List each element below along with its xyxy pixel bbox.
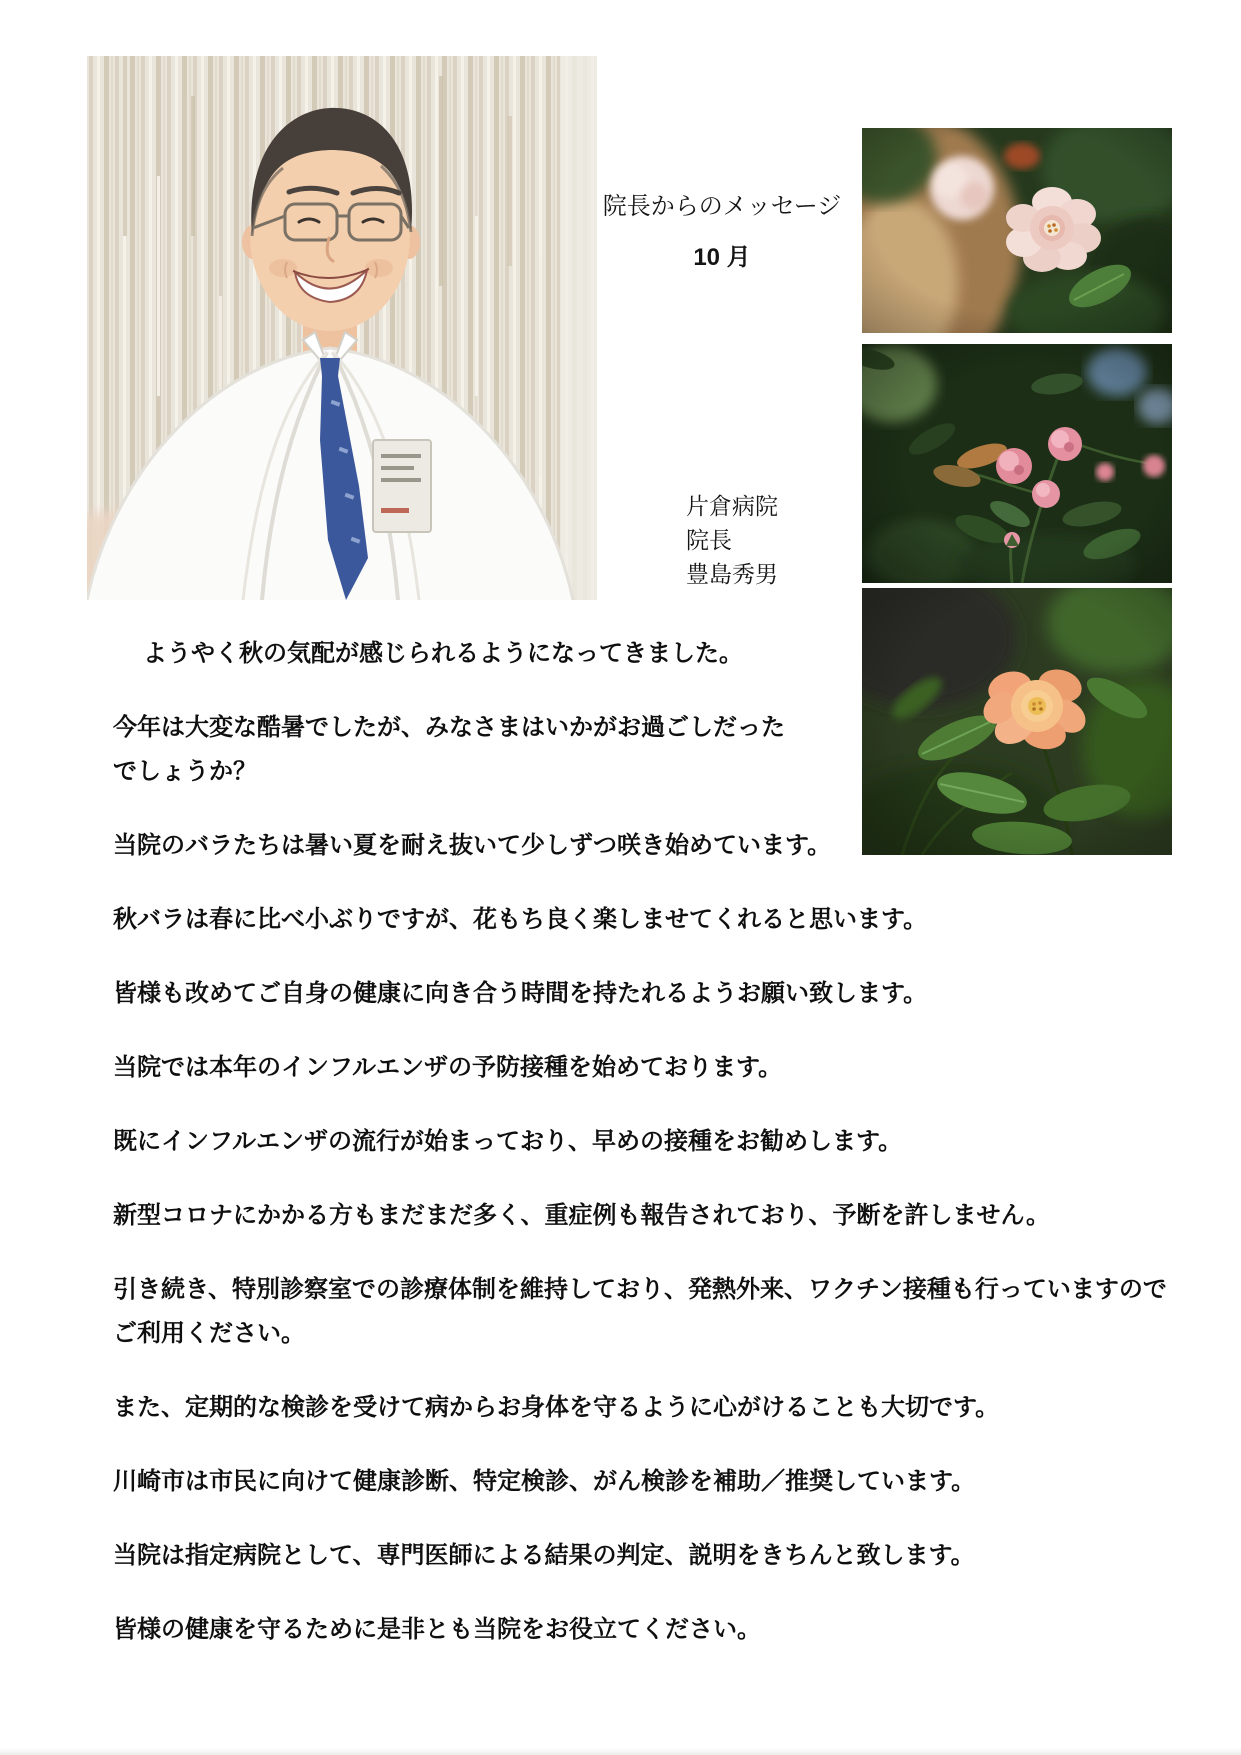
paragraph-3 <box>113 824 1213 868</box>
paragraph-10 <box>113 1386 1213 1430</box>
director-portrait-illustration <box>87 56 597 600</box>
paragraph-line: 川崎市は市民に向けて健康診断、特定検診、がん検診を補助／推奨しています。 <box>113 1468 976 1495</box>
page-bottom-edge <box>0 1748 1241 1755</box>
paragraph-9 <box>113 1268 1213 1356</box>
paragraph-11 <box>113 1460 1213 1504</box>
page-title: 院長からのメッセージ <box>602 193 842 220</box>
pink-rose-cluster-illustration <box>862 344 1172 583</box>
paragraph-line: 既にインフルエンザの流行が始まっており、早めの接種をお勧めします。 <box>113 1128 903 1155</box>
paragraph-13 <box>113 1608 1213 1652</box>
message-body <box>113 632 1213 1682</box>
message-header <box>562 186 882 272</box>
paragraph-1 <box>113 632 1213 676</box>
director-portrait-photo <box>87 56 597 600</box>
paragraph-8 <box>113 1194 1213 1238</box>
paragraph-line: でしょうか？ <box>113 758 257 785</box>
paragraph-line: 当院は指定病院として、専門医師による結果の判定、説明をきちんと致します。 <box>113 1542 975 1569</box>
paragraph-line: 皆様の健康を守るために是非とも当院をお役立てください。 <box>113 1616 761 1643</box>
paragraph-line: 秋バラは春に比べ小ぶりですが、花もち良く楽しませてくれると思います。 <box>113 906 928 933</box>
paragraph-line: 皆様も改めてご自身の健康に向き合う時間を持たれるようお願い致します。 <box>113 980 928 1007</box>
paragraph-line: 当院のバラたちは暑い夏を耐え抜いて少しずつ咲き始めています。 <box>113 832 832 859</box>
paragraph-line: また、定期的な検診を受けて病からお身体を守るように心がけることも大切です。 <box>113 1394 1000 1421</box>
paragraph-line: ご利用ください。 <box>113 1320 305 1347</box>
paragraph-line: 今年は大変な酷暑でしたが、みなさまはいかがお過ごしだった <box>113 714 785 741</box>
signature-name: 豊島秀男 <box>686 561 778 587</box>
paragraph-12 <box>113 1534 1213 1578</box>
paragraph-6 <box>113 1046 1213 1090</box>
paragraph-7 <box>113 1120 1213 1164</box>
paragraph-5 <box>113 972 1213 1016</box>
paragraph-2 <box>113 706 1213 794</box>
signature-block <box>686 489 778 591</box>
paragraph-line: 引き続き、特別診察室での診療体制を維持しており、発熱外来、ワクチン接種も行っていますので <box>113 1276 1167 1303</box>
signature-hospital: 片倉病院 <box>686 493 778 519</box>
message-month: 10 月 <box>693 244 751 271</box>
rose-photo-2 <box>862 344 1172 583</box>
paragraph-line: 当院では本年のインフルエンザの予防接種を始めております。 <box>113 1054 783 1081</box>
pale-pink-rose-illustration <box>862 128 1172 333</box>
paragraph-line: 新型コロナにかかる方もまだまだ多く、重症例も報告されており、予断を許しません。 <box>113 1202 1050 1229</box>
signature-role: 院長 <box>686 527 732 553</box>
paragraph-line: ようやく秋の気配が感じられるようになってきました。 <box>143 640 743 667</box>
paragraph-4 <box>113 898 1213 942</box>
rose-photo-1 <box>862 128 1172 333</box>
